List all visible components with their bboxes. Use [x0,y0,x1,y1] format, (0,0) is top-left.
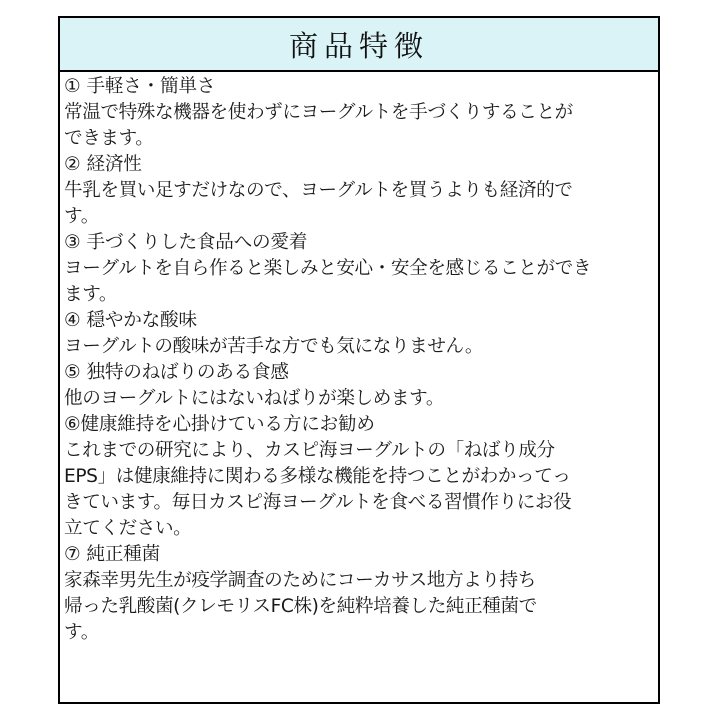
section-heading-text: 健康維持を心掛けている方にお勧め [80,414,375,435]
section-number: ③ [64,232,81,253]
section-number: ⑥ [64,414,81,435]
section-heading-text: 独特のねばりのある食感 [86,362,289,383]
section-number: ① [64,76,81,97]
section-heading [64,308,654,334]
section-body-line: ヨーグルトの酸味が苦手な方でも気になりません。 [64,336,484,357]
product-features-box [58,16,660,704]
section-body-line: 常温で特殊な機器を使わずにヨーグルトを手づくりすることが [64,102,573,123]
section-heading [64,360,654,386]
section-heading-text: 穏やかな酸味 [86,310,197,331]
section-body-line: EPS」は健康維持に関わる多様な機能を持つことがわかってっ [64,466,571,487]
section-body-line: 帰った乳酸菌(クレモリスFC株)を純粋培養した純正種菌で [64,596,537,617]
section-heading [64,230,654,256]
section-heading [64,412,654,438]
section-heading-text: 手づくりした食品への愛着 [86,232,308,253]
section-number: ⑤ [64,362,81,383]
section-body-line: きています。毎日カスピ海ヨーグルトを食べる習慣作りにお役 [64,492,572,513]
title-banner [60,18,658,72]
section-body-line: できます。 [64,128,154,149]
section-body-line: 立てください。 [64,518,192,539]
section-heading-text: 経済性 [86,154,142,175]
features-list [60,72,658,646]
section-heading-text: 純正種菌 [86,544,161,565]
section-number: ④ [64,310,81,331]
page-title: 商品特徴 [288,28,429,63]
section-body-line: す。 [64,206,99,227]
section-body-line: 家森幸男先生が疫学調査のためにコーカサス地方より持ち [64,570,536,591]
section-body-line: 他のヨーグルトにはないねばりが楽しめます。 [64,388,445,409]
section-body-line: す。 [64,622,99,643]
section-number: ② [64,154,81,175]
section-heading [64,74,654,100]
section-heading [64,542,654,568]
section-body-line: 牛乳を買い足すだけなので、ヨーグルトを買うよりも経済的で [64,180,573,201]
section-body-line: ヨーグルトを自ら作ると楽しみと安心・安全を感じることができ [64,258,592,279]
section-heading-text: 手軽さ・簡単さ [86,76,216,97]
section-body-line: ます。 [64,284,118,305]
section-body-line: これまでの研究により、カスピ海ヨーグルトの「ねばり成分 [64,440,555,461]
section-number: ⑦ [64,544,81,565]
section-heading [64,152,654,178]
